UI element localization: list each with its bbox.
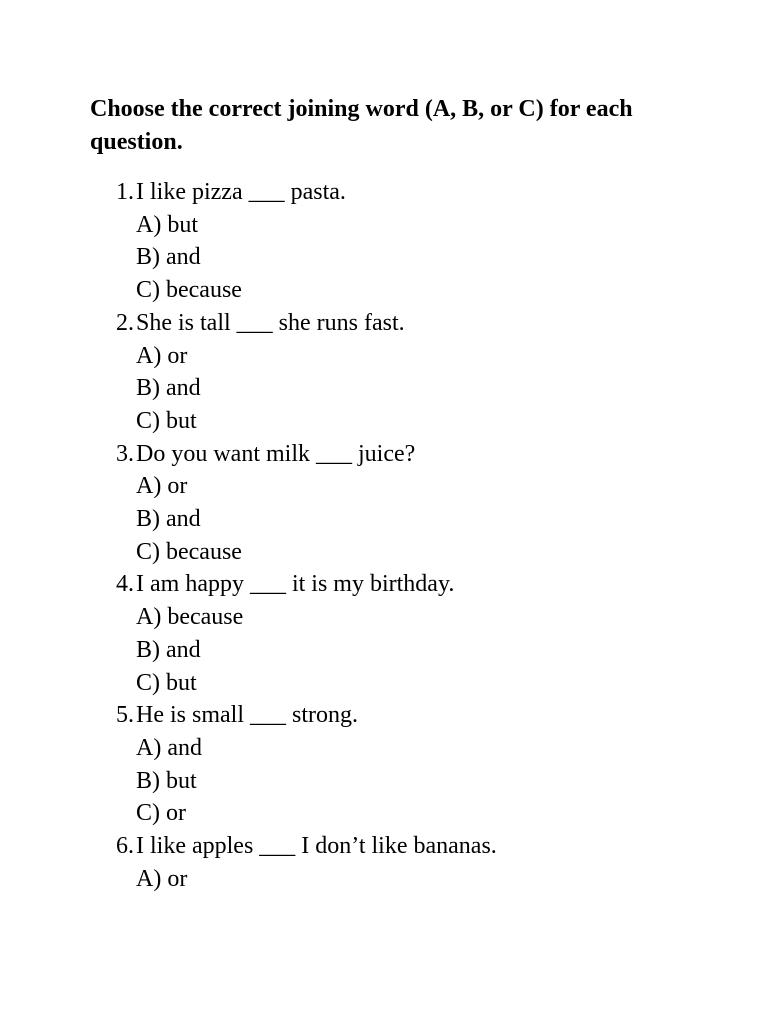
question-text: I like apples ___ I don’t like bananas.: [136, 833, 497, 860]
answer-option: C) because: [136, 538, 242, 565]
answer-option: A) but: [136, 211, 198, 238]
worksheet-instructions: Choose the correct joining word (A, B, or C) for each question.: [90, 96, 633, 155]
answer-options: [136, 470, 768, 568]
answer-option: A) because: [136, 604, 244, 631]
question-item: [0, 568, 768, 699]
question-item: [0, 830, 768, 895]
question-item: [0, 307, 768, 438]
answer-options: [136, 732, 768, 830]
answer-option: A) or: [136, 473, 188, 500]
answer-option: A) and: [136, 734, 202, 761]
question-number: 6.: [116, 833, 134, 860]
answer-option: A) or: [136, 865, 188, 892]
answer-option: C) because: [136, 277, 242, 304]
answer-options: [136, 601, 768, 699]
question-number: 1.: [116, 179, 134, 205]
question-text: He is small ___ strong.: [136, 702, 358, 729]
question-text: I am happy ___ it is my birthday.: [136, 571, 455, 598]
question-list: [0, 176, 768, 895]
answer-option: B) but: [136, 767, 197, 794]
answer-options: [136, 209, 768, 307]
answer-option: C) or: [136, 800, 186, 827]
answer-option: B) and: [136, 636, 201, 663]
question-number: 4.: [116, 571, 134, 598]
question-number: 5.: [116, 702, 134, 729]
question-text: I like pizza ___ pasta.: [136, 179, 346, 205]
question-text: Do you want milk ___ juice?: [136, 440, 416, 467]
question-item: [0, 176, 768, 307]
answer-options: [136, 340, 768, 438]
answer-option: B) and: [136, 244, 201, 271]
question-number: 3.: [116, 440, 134, 467]
question-text: She is tall ___ she runs fast.: [136, 309, 405, 336]
answer-option: C) but: [136, 407, 197, 434]
question-item: [0, 699, 768, 830]
question-number: 2.: [116, 309, 134, 336]
question-item: [0, 438, 768, 569]
answer-option: B) and: [136, 506, 201, 533]
answer-options: [136, 863, 768, 896]
answer-option: B) and: [136, 375, 201, 402]
answer-option: C) but: [136, 669, 197, 696]
answer-option: A) or: [136, 342, 188, 369]
